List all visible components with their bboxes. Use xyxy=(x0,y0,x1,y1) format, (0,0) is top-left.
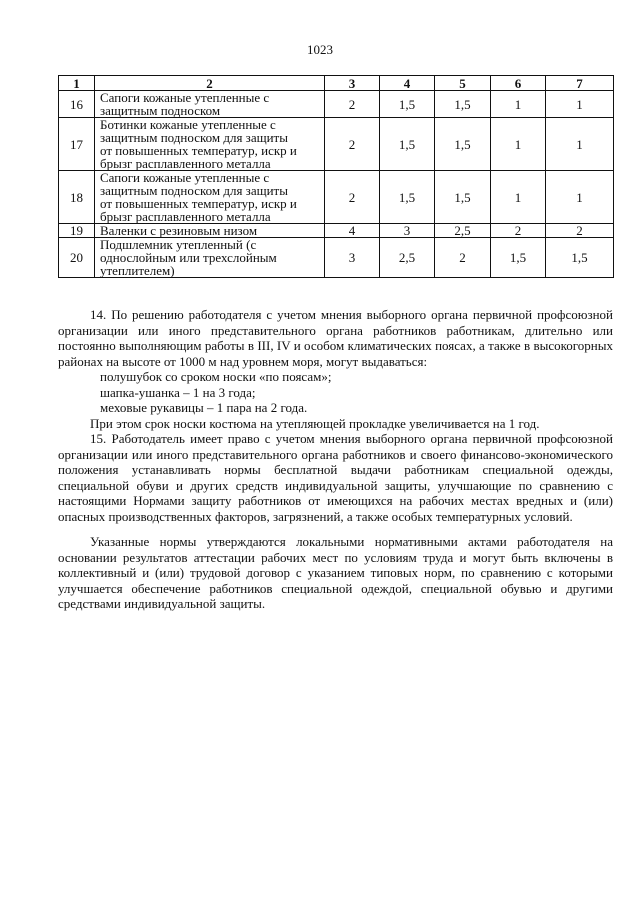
item-name-line: брызг расплавленного металла xyxy=(100,156,271,171)
table-row xyxy=(59,224,614,238)
column-header: 3 xyxy=(325,76,380,91)
value-cell: 1,5 xyxy=(435,118,491,171)
item-name xyxy=(95,118,325,171)
item-name-line: брызг расплавленного металла xyxy=(100,209,271,224)
value-cell: 2,5 xyxy=(380,238,435,278)
value-cell: 3 xyxy=(380,224,435,238)
paragraph-15: 15. Работодатель имеет право с учетом мнения выборного органа первичной профсоюзной организации или иного представительного органа работников и своего финансово-экономического положения устанавливать нормы бесплатной выдачи работникам специальной одежды, специальной обуви и других средств индивидуальной защиты, улучшающие по сравнению с настоящими Нормами защиту работников от имеющихся на рабочих местах вредных и (или) опасных производственных факторов, загрязнений, а также особых температурных условий. xyxy=(58,431,613,524)
paragraph-14: 14. По решению работодателя с учетом мнения выборного органа первичной профсоюзной организации или иного представительного органа работников работникам, длительно или постоянно выполняющим работы в III, IV и особом климатических поясах, а также в высокогорных районах на высоте от 1000 м над уровнем моря, могут выдаваться: xyxy=(58,307,613,369)
item-name-line: однослойным или трехслойным xyxy=(100,250,277,265)
row-number: 20 xyxy=(59,238,95,278)
value-cell: 1,5 xyxy=(435,171,491,224)
value-cell: 1,5 xyxy=(491,238,546,278)
item-name-line: Ботинки кожаные утепленные с xyxy=(100,117,276,132)
item-name-line: Валенки с резиновым низом xyxy=(100,223,258,238)
norms-table xyxy=(58,75,614,278)
value-cell: 1 xyxy=(546,118,614,171)
item-name-line: защитным подноском xyxy=(100,103,221,118)
value-cell: 2 xyxy=(325,118,380,171)
column-header: 2 xyxy=(95,76,325,91)
item-name-line: от повышенных температур, искр и xyxy=(100,196,297,211)
list-item: шапка-ушанка – 1 на 3 года; xyxy=(100,384,256,400)
item-name-line: утеплителем) xyxy=(100,263,175,278)
value-cell: 2 xyxy=(491,224,546,238)
item-name-line: от повышенных температур, искр и xyxy=(100,143,297,158)
table-row xyxy=(59,118,614,171)
column-header: 4 xyxy=(380,76,435,91)
table-header-row xyxy=(59,76,614,91)
item-name-line: Подшлемник утепленный (с xyxy=(100,237,257,252)
value-cell: 1 xyxy=(491,171,546,224)
column-header: 7 xyxy=(546,76,614,91)
value-cell: 1,5 xyxy=(380,91,435,118)
page-number: 1023 xyxy=(307,42,333,57)
column-header: 1 xyxy=(59,76,95,91)
item-name xyxy=(95,171,325,224)
row-number: 18 xyxy=(59,171,95,224)
item-name xyxy=(95,238,325,278)
table-row xyxy=(59,238,614,278)
value-cell: 1 xyxy=(546,171,614,224)
value-cell: 1 xyxy=(491,91,546,118)
item-name-line: защитным подноском для защиты xyxy=(100,130,288,145)
table-row xyxy=(59,91,614,118)
item-name-line: Сапоги кожаные утепленные с xyxy=(100,170,270,185)
value-cell: 1,5 xyxy=(380,171,435,224)
value-cell: 1,5 xyxy=(380,118,435,171)
item-name xyxy=(95,224,325,238)
row-number: 19 xyxy=(59,224,95,238)
item-name-line: Сапоги кожаные утепленные с xyxy=(100,90,270,105)
column-header: 5 xyxy=(435,76,491,91)
list-item: меховые рукавицы – 1 пара на 2 года. xyxy=(100,400,308,415)
value-cell: 3 xyxy=(325,238,380,278)
item-name-line: защитным подноском для защиты xyxy=(100,183,288,198)
value-cell: 1,5 xyxy=(546,238,614,278)
value-cell: 2 xyxy=(435,238,491,278)
row-number: 16 xyxy=(59,91,95,118)
value-cell: 2 xyxy=(325,91,380,118)
table-row xyxy=(59,171,614,224)
list-item: полушубок со сроком носки «по поясам»; xyxy=(100,369,332,384)
note-paragraph: При этом срок носки костюма на утепляющей прокладке увеличивается на 1 год. xyxy=(90,415,540,431)
value-cell: 4 xyxy=(325,224,380,238)
value-cell: 1 xyxy=(491,118,546,171)
row-number: 17 xyxy=(59,118,95,171)
body-text xyxy=(58,307,613,612)
value-cell: 2,5 xyxy=(435,224,491,238)
value-cell: 2 xyxy=(546,224,614,238)
value-cell: 2 xyxy=(325,171,380,224)
value-cell: 1 xyxy=(546,91,614,118)
final-paragraph: Указанные нормы утверждаются локальными нормативными актами работодателя на основании результатов аттестации рабочих мест по условиям труда и могут быть включены в коллективный и (или) трудовой договор с указанием типовых норм, по сравнению с которыми улучшается обеспечение работников специальной одеждой, специальной обувью и другими средствами индивидуальной защиты. xyxy=(58,534,613,611)
column-header: 6 xyxy=(491,76,546,91)
item-name xyxy=(95,91,325,118)
value-cell: 1,5 xyxy=(435,91,491,118)
